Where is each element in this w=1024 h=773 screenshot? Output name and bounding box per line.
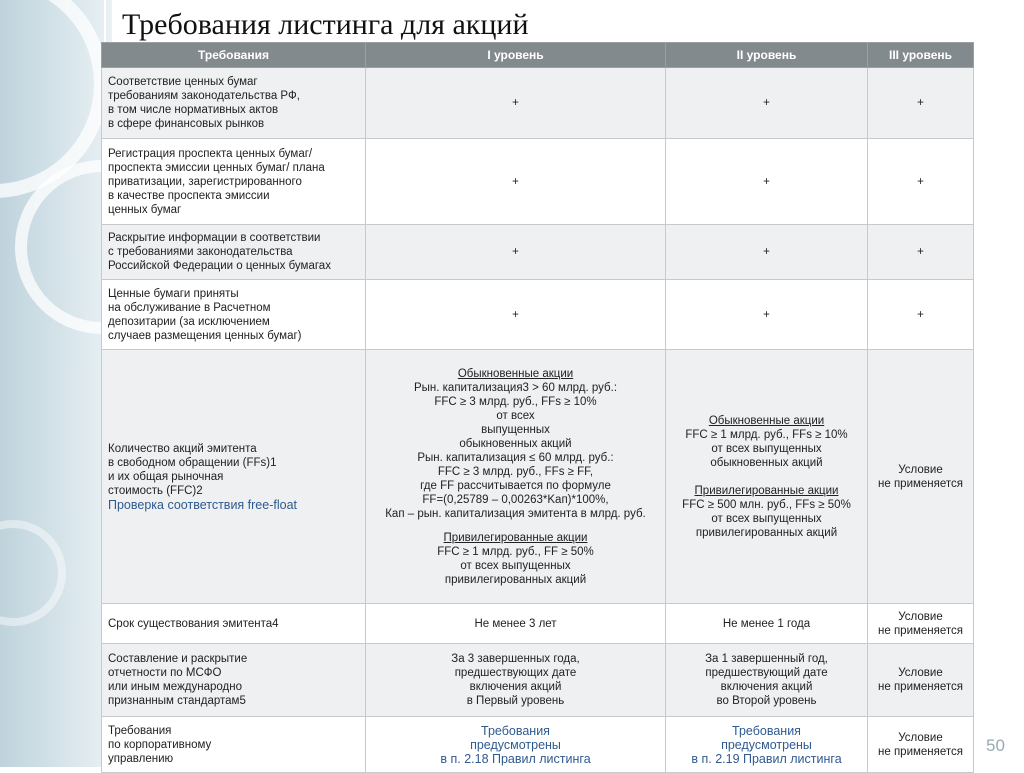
level3-cell: Условие не применяется (868, 350, 974, 604)
requirement-cell: Срок существования эмитента4 (102, 604, 366, 644)
level3-cell: + (868, 225, 974, 280)
level2-cell: + (666, 225, 868, 280)
page-title: Требования листинга для акций (122, 8, 529, 41)
level2-cell: Обыкновенные акции FFC ≥ 1 млрд. руб., FFs ≥ 10% от всех выпущенных обыкновенных акций Привилегированные акции FFC ≥ 500 млн. руб., FFs ≥ 50% от всех выпущенных привилегированных акций (666, 350, 868, 604)
level1-cell: + (366, 68, 666, 139)
level2-cell: + (666, 68, 868, 139)
table-row (102, 139, 974, 225)
requirement-cell: Регистрация проспекта ценных бумаг/ проспекта эмиссии ценных бумаг/ плана приватизации, зарегистрированного в качестве проспекта эмиссии ценных бумаг (102, 139, 366, 225)
column-header: III уровень (868, 43, 974, 68)
level2-cell: + (666, 139, 868, 225)
level1-cell: Не менее 3 лет (366, 604, 666, 644)
listing-rules-link-2-18[interactable]: в п. 2.18 Правил листинга (440, 751, 591, 766)
level2-cell: Не менее 1 года (666, 604, 868, 644)
table-row (102, 68, 974, 139)
level3-cell: + (868, 139, 974, 225)
requirement-cell: Соответствие ценных бумаг требованиям законодательства РФ, в том числе нормативных актов в сфере финансовых рынков (102, 68, 366, 139)
free-float-check-link[interactable]: Проверка соответствия free-float (108, 497, 297, 512)
requirement-cell: Составление и раскрытие отчетности по МСФО или иным международно признанным стандартам5 (102, 644, 366, 717)
requirement-cell: Требования по корпоративному управлению (102, 717, 366, 773)
table-row (102, 604, 974, 644)
table-row (102, 644, 974, 717)
decorative-ring (0, 520, 66, 626)
decorative-background (0, 0, 112, 767)
level1-cell: За 3 завершенных года, предшествующих дате включения акций в Первый уровень (366, 644, 666, 717)
slide-number: 50 (986, 736, 1005, 755)
level2-cell: + (666, 280, 868, 350)
level3-cell: + (868, 280, 974, 350)
level1-cell: + (366, 280, 666, 350)
table-row (102, 717, 974, 773)
level1-cell: Обыкновенные акции Рын. капитализация3 > 60 млрд. руб.: FFC ≥ 3 млрд. руб., FFs ≥ 10% от всех выпущенных обыкновенных акций Рын. капитализация ≤ 60 млрд. руб.: FFC ≥ 3 млрд. руб., FFs ≥ FF, где FF рассчитывается по формуле FF=(0,25789 – 0,00263*Kап)*100%, Кап – рын. капитализация эмитента в млрд. руб. Привилегированные акции FFC ≥ 1 млрд. руб., FF ≥ 50% от всех выпущенных привилегированных акций (366, 350, 666, 604)
level1-cell: Требования предусмотрены в п. 2.18 Правил листинга (366, 717, 666, 773)
level2-cell: За 1 завершенный год, предшествующий дате включения акций во Второй уровень (666, 644, 868, 717)
level3-cell: Условие не применяется (868, 604, 974, 644)
column-header: II уровень (666, 43, 868, 68)
table-header-row (102, 43, 974, 68)
requirement-cell: Ценные бумаги приняты на обслуживание в Расчетном депозитарии (за исключением случаев размещения ценных бумаг) (102, 280, 366, 350)
requirement-cell: Раскрытие информации в соответствии с требованиями законодательства Российской Федерации о ценных бумагах (102, 225, 366, 280)
table-row (102, 350, 974, 604)
listing-rules-link-2-19[interactable]: в п. 2.19 Правил листинга (691, 751, 842, 766)
level3-cell: Условие не применяется (868, 644, 974, 717)
level2-cell: Требования предусмотрены в п. 2.19 Правил листинга (666, 717, 868, 773)
requirement-cell: Количество акций эмитента в свободном обращении (FFs)1 и их общая рыночная стоимость (FFC)2 Проверка соответствия free-float (102, 350, 366, 604)
listing-requirements-table (101, 42, 974, 773)
column-header: Требования (102, 43, 366, 68)
level1-cell: + (366, 225, 666, 280)
table-row (102, 280, 974, 350)
level3-cell: Условие не применяется (868, 717, 974, 773)
table-row (102, 225, 974, 280)
level1-cell: + (366, 139, 666, 225)
level3-cell: + (868, 68, 974, 139)
column-header: I уровень (366, 43, 666, 68)
